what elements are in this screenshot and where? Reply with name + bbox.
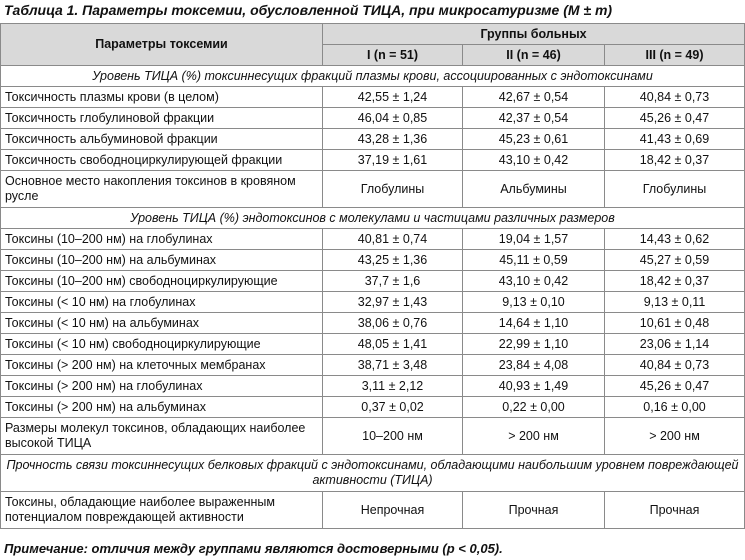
cell-g2: 45,23 ± 0,61 bbox=[463, 129, 605, 150]
table-row bbox=[1, 418, 745, 455]
cell-g3: Прочная bbox=[605, 492, 745, 529]
table-row bbox=[1, 150, 745, 171]
cell-g1: 37,19 ± 1,61 bbox=[323, 150, 463, 171]
group2-header: II (n = 46) bbox=[463, 45, 605, 66]
cell-g2: 43,10 ± 0,42 bbox=[463, 150, 605, 171]
cell-g3: Глобулины bbox=[605, 171, 745, 208]
table-row bbox=[1, 397, 745, 418]
cell-g3: 18,42 ± 0,37 bbox=[605, 271, 745, 292]
cell-g1: Непрочная bbox=[323, 492, 463, 529]
cell-g2: 14,64 ± 1,10 bbox=[463, 313, 605, 334]
row-label: Токсичность свободноциркулирующей фракции bbox=[1, 150, 323, 171]
cell-g3: 45,27 ± 0,59 bbox=[605, 250, 745, 271]
cell-g1: 42,55 ± 1,24 bbox=[323, 87, 463, 108]
table-row bbox=[1, 87, 745, 108]
row-label: Токсины (< 10 нм) на альбуминах bbox=[1, 313, 323, 334]
table-row bbox=[1, 108, 745, 129]
cell-g3: 0,16 ± 0,00 bbox=[605, 397, 745, 418]
cell-g3: 14,43 ± 0,62 bbox=[605, 229, 745, 250]
cell-g2: 42,37 ± 0,54 bbox=[463, 108, 605, 129]
section-title: Уровень ТИЦА (%) токсиннесущих фракций плазмы крови, ассоциированных с эндотоксинами bbox=[1, 66, 745, 87]
table-row bbox=[1, 334, 745, 355]
row-label: Токсины (< 10 нм) на глобулинах bbox=[1, 292, 323, 313]
row-label: Токсичность альбуминовой фракции bbox=[1, 129, 323, 150]
cell-g2: Прочная bbox=[463, 492, 605, 529]
cell-g1: 46,04 ± 0,85 bbox=[323, 108, 463, 129]
cell-g1: 48,05 ± 1,41 bbox=[323, 334, 463, 355]
cell-g1: 38,06 ± 0,76 bbox=[323, 313, 463, 334]
cell-g1: 37,7 ± 1,6 bbox=[323, 271, 463, 292]
row-label: Токсичность глобулиновой фракции bbox=[1, 108, 323, 129]
row-label: Токсины, обладающие наиболее выраженным потенциалом повреждающей активности bbox=[1, 492, 323, 529]
row-label: Токсины (> 200 нм) на клеточных мембранах bbox=[1, 355, 323, 376]
cell-g3: 18,42 ± 0,37 bbox=[605, 150, 745, 171]
table-note: Примечание: отличия между группами являются достоверными (p < 0,05). bbox=[4, 541, 503, 556]
section-row bbox=[1, 208, 745, 229]
table-row bbox=[1, 292, 745, 313]
cell-g2: 42,67 ± 0,54 bbox=[463, 87, 605, 108]
cell-g3: 40,84 ± 0,73 bbox=[605, 87, 745, 108]
cell-g2: 40,93 ± 1,49 bbox=[463, 376, 605, 397]
cell-g2: 43,10 ± 0,42 bbox=[463, 271, 605, 292]
cell-g3: 23,06 ± 1,14 bbox=[605, 334, 745, 355]
group3-header: III (n = 49) bbox=[605, 45, 745, 66]
table-row bbox=[1, 129, 745, 150]
row-label: Основное место накопления токсинов в кровяном русле bbox=[1, 171, 323, 208]
table-row bbox=[1, 313, 745, 334]
table-row bbox=[1, 271, 745, 292]
table-caption: Таблица 1. Параметры токсемии, обусловленной ТИЦА, при микросатуризме (М ± m) bbox=[4, 2, 613, 18]
cell-g2: Альбумины bbox=[463, 171, 605, 208]
cell-g1: 40,81 ± 0,74 bbox=[323, 229, 463, 250]
row-label: Токсины (10–200 нм) на альбуминах bbox=[1, 250, 323, 271]
table-row bbox=[1, 250, 745, 271]
groups-header: Группы больных bbox=[323, 24, 745, 45]
cell-g1: Глобулины bbox=[323, 171, 463, 208]
cell-g3: > 200 нм bbox=[605, 418, 745, 455]
row-label: Токсины (10–200 нм) свободноциркулирующие bbox=[1, 271, 323, 292]
cell-g2: 19,04 ± 1,57 bbox=[463, 229, 605, 250]
row-label: Токсины (> 200 нм) на глобулинах bbox=[1, 376, 323, 397]
cell-g2: 23,84 ± 4,08 bbox=[463, 355, 605, 376]
table-row bbox=[1, 171, 745, 208]
cell-g1: 3,11 ± 2,12 bbox=[323, 376, 463, 397]
row-label: Токсины (< 10 нм) свободноциркулирующие bbox=[1, 334, 323, 355]
section-row bbox=[1, 455, 745, 492]
toxemia-table bbox=[0, 23, 745, 529]
section-title: Прочность связи токсиннесущих белковых фракций с эндотоксинами, обладающими наибольшим уровнем повреждающей активности (ТИЦА) bbox=[1, 455, 745, 492]
cell-g1: 43,28 ± 1,36 bbox=[323, 129, 463, 150]
cell-g3: 40,84 ± 0,73 bbox=[605, 355, 745, 376]
table-row bbox=[1, 492, 745, 529]
cell-g2: 22,99 ± 1,10 bbox=[463, 334, 605, 355]
cell-g3: 45,26 ± 0,47 bbox=[605, 376, 745, 397]
cell-g1: 10–200 нм bbox=[323, 418, 463, 455]
cell-g1: 38,71 ± 3,48 bbox=[323, 355, 463, 376]
section-title: Уровень ТИЦА (%) эндотоксинов с молекулами и частицами различных размеров bbox=[1, 208, 745, 229]
cell-g1: 32,97 ± 1,43 bbox=[323, 292, 463, 313]
row-label: Токсины (> 200 нм) на альбуминах bbox=[1, 397, 323, 418]
cell-g2: > 200 нм bbox=[463, 418, 605, 455]
cell-g3: 9,13 ± 0,11 bbox=[605, 292, 745, 313]
group1-header: I (n = 51) bbox=[323, 45, 463, 66]
row-label: Размеры молекул токсинов, обладающих наиболее высокой ТИЦА bbox=[1, 418, 323, 455]
cell-g1: 0,37 ± 0,02 bbox=[323, 397, 463, 418]
cell-g2: 45,11 ± 0,59 bbox=[463, 250, 605, 271]
row-label: Токсичность плазмы крови (в целом) bbox=[1, 87, 323, 108]
cell-g1: 43,25 ± 1,36 bbox=[323, 250, 463, 271]
cell-g2: 0,22 ± 0,00 bbox=[463, 397, 605, 418]
cell-g3: 10,61 ± 0,48 bbox=[605, 313, 745, 334]
table-row bbox=[1, 355, 745, 376]
section-row bbox=[1, 66, 745, 87]
table-row bbox=[1, 376, 745, 397]
cell-g3: 45,26 ± 0,47 bbox=[605, 108, 745, 129]
param-header: Параметры токсемии bbox=[1, 24, 323, 66]
cell-g2: 9,13 ± 0,10 bbox=[463, 292, 605, 313]
cell-g3: 41,43 ± 0,69 bbox=[605, 129, 745, 150]
table-row bbox=[1, 229, 745, 250]
row-label: Токсины (10–200 нм) на глобулинах bbox=[1, 229, 323, 250]
